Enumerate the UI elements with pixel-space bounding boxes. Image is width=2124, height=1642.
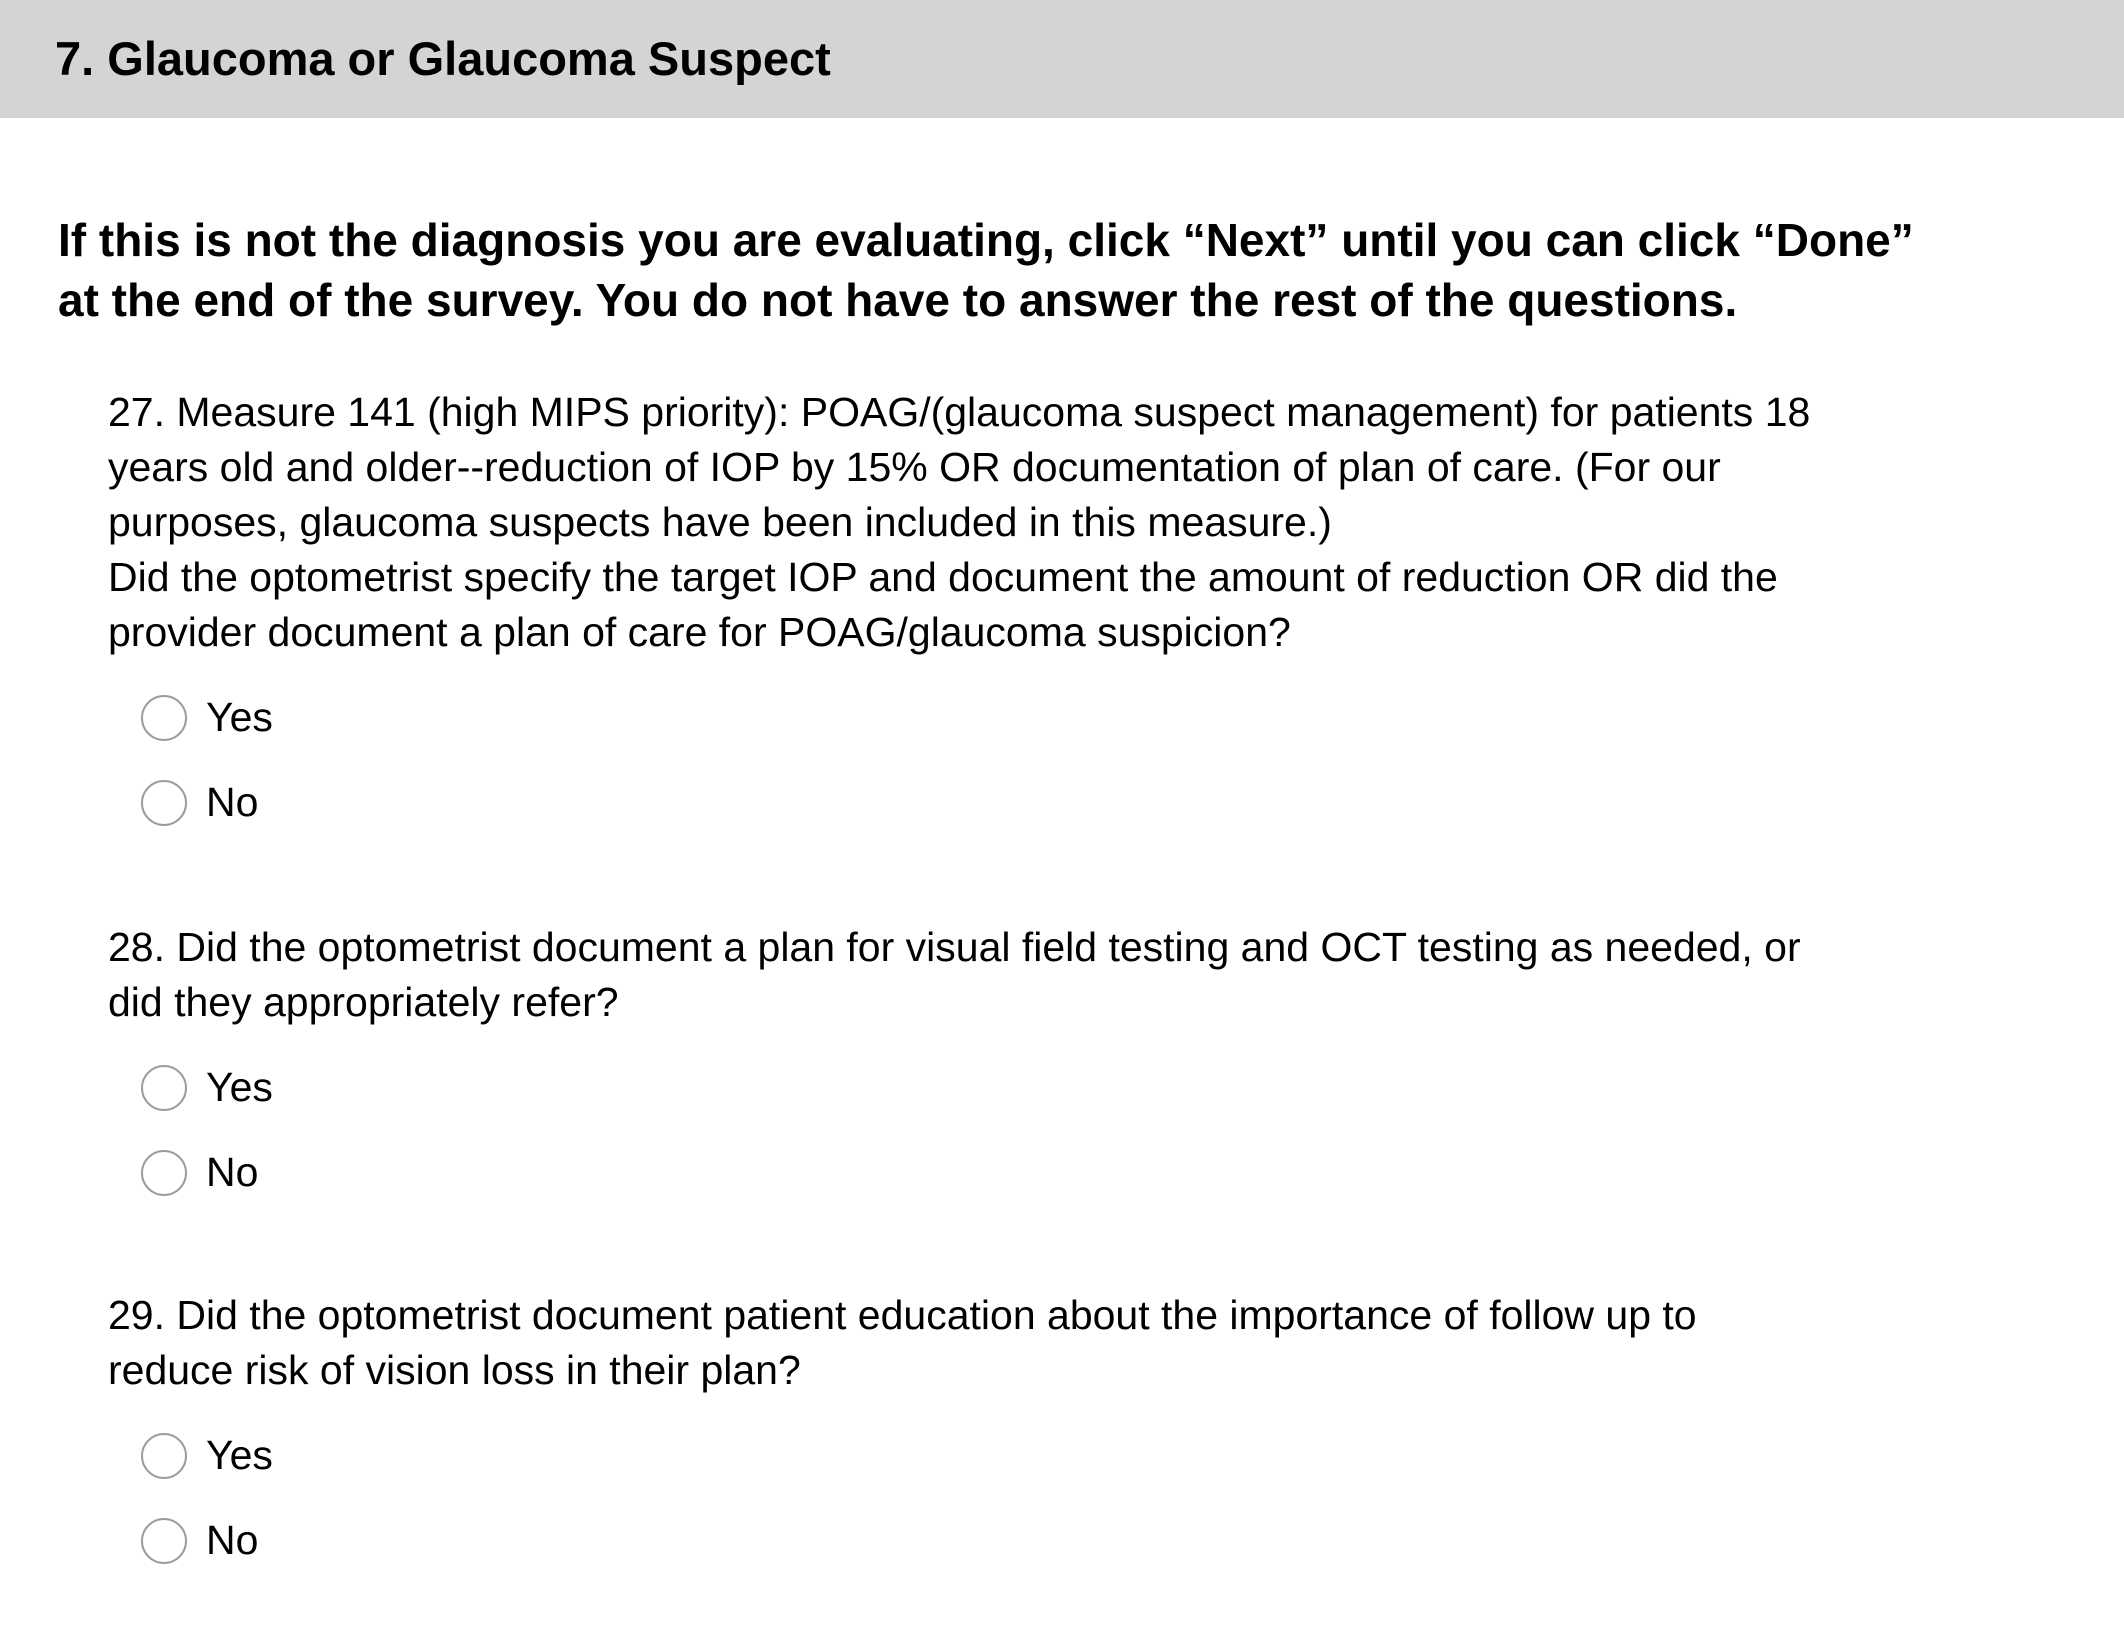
section-header [0, 0, 2124, 118]
option-yes[interactable] [108, 1060, 2068, 1145]
question-line: 27. Measure 141 (high MIPS priority): POAG/(glaucoma suspect management) for patients 18 [108, 389, 1811, 435]
option-no[interactable] [108, 775, 2068, 860]
option-yes[interactable] [108, 690, 2068, 775]
radio-button[interactable] [141, 1065, 187, 1111]
answer-options [108, 1428, 2068, 1598]
radio-button[interactable] [141, 780, 187, 826]
radio-button[interactable] [141, 1518, 187, 1564]
option-label: Yes [206, 1432, 273, 1478]
question-28 [108, 920, 2068, 1230]
radio-button[interactable] [141, 1150, 187, 1196]
instruction-line: at the end of the survey. You do not have to answer the rest of the questions. [58, 274, 1738, 326]
question-line: purposes, glaucoma suspects have been included in this measure.) [108, 499, 1332, 545]
question-text [108, 385, 2068, 660]
answer-options [108, 690, 2068, 860]
option-label: Yes [206, 694, 273, 740]
option-no[interactable] [108, 1513, 2068, 1598]
question-line: 29. Did the optometrist document patient education about the importance of follow up to [108, 1292, 1697, 1338]
question-line: years old and older--reduction of IOP by 15% OR documentation of plan of care. (For our [108, 444, 1721, 490]
question-line: provider document a plan of care for POAG/glaucoma suspicion? [108, 609, 1291, 655]
option-yes[interactable] [108, 1428, 2068, 1513]
option-label: No [206, 779, 259, 825]
question-line: 28. Did the optometrist document a plan for visual field testing and OCT testing as needed, or [108, 924, 1801, 970]
question-line: did they appropriately refer? [108, 979, 619, 1025]
skip-instruction [58, 210, 2098, 330]
option-label: No [206, 1149, 259, 1195]
section-title: 7. Glaucoma or Glaucoma Suspect [55, 32, 831, 85]
question-27 [108, 385, 2068, 860]
option-label: Yes [206, 1064, 273, 1110]
question-line: Did the optometrist specify the target IOP and document the amount of reduction OR did the [108, 554, 1778, 600]
question-29 [108, 1288, 2068, 1598]
option-no[interactable] [108, 1145, 2068, 1230]
question-text [108, 1288, 2068, 1398]
radio-button[interactable] [141, 695, 187, 741]
instruction-line: If this is not the diagnosis you are evaluating, click “Next” until you can click “Done” [58, 214, 1914, 266]
question-line: reduce risk of vision loss in their plan? [108, 1347, 801, 1393]
question-text [108, 920, 2068, 1030]
radio-button[interactable] [141, 1433, 187, 1479]
option-label: No [206, 1517, 259, 1563]
answer-options [108, 1060, 2068, 1230]
